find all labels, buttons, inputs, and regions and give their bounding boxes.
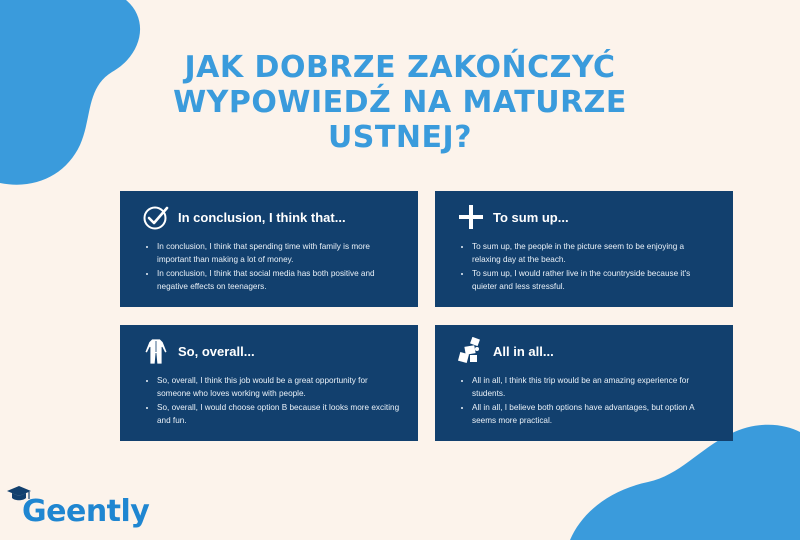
list-item: • All in all, I think this trip would be an amazing experience for students. bbox=[472, 375, 715, 400]
title-line-1: JAK DOBRZE ZAKOŃCZYĆ bbox=[184, 50, 616, 85]
list-item: • So, overall, I think this job would be a great opportunity for someone who loves working with people. bbox=[157, 375, 400, 400]
jumpsuit-icon bbox=[142, 337, 170, 365]
card-heading: To sum up... bbox=[493, 209, 569, 225]
list-item: • To sum up, the people in the picture seem to be enjoying a relaxing day at the beach. bbox=[472, 241, 715, 266]
card-header bbox=[457, 337, 554, 365]
card-header bbox=[142, 337, 255, 365]
check-circle-icon bbox=[142, 203, 170, 231]
card-header bbox=[457, 203, 569, 231]
list-item: • In conclusion, I think that social media has both positive and negative effects on teenagers. bbox=[157, 268, 400, 293]
page-title bbox=[150, 50, 650, 155]
card-heading: All in all... bbox=[493, 343, 554, 359]
card-list bbox=[144, 375, 400, 429]
card-header bbox=[142, 203, 346, 231]
card-list bbox=[144, 241, 400, 295]
card-all-in-all bbox=[435, 325, 733, 441]
logo-text: Geently bbox=[22, 494, 150, 529]
puzzle-pieces-icon bbox=[457, 337, 485, 365]
plus-icon bbox=[457, 203, 485, 231]
card-list bbox=[459, 375, 715, 429]
card-in-conclusion bbox=[120, 191, 418, 307]
title-line-2: WYPOWIEDŹ NA MATURZE bbox=[173, 85, 627, 120]
card-heading: In conclusion, I think that... bbox=[178, 209, 346, 225]
list-item: • So, overall, I would choose option B because it looks more exciting and fun. bbox=[157, 402, 400, 427]
card-to-sum-up bbox=[435, 191, 733, 307]
card-list bbox=[459, 241, 715, 295]
card-heading: So, overall... bbox=[178, 343, 255, 359]
card-so-overall bbox=[120, 325, 418, 441]
list-item: • All in all, I believe both options have advantages, but option A seems more practical. bbox=[472, 402, 715, 427]
decorative-blob-top-left bbox=[0, 0, 150, 190]
list-item: • To sum up, I would rather live in the countryside because it's quieter and less stressful. bbox=[472, 268, 715, 293]
geently-logo bbox=[6, 484, 149, 530]
title-line-3: USTNEJ? bbox=[327, 120, 473, 155]
list-item: • In conclusion, I think that spending time with family is more important than making a lot of money. bbox=[157, 241, 400, 266]
